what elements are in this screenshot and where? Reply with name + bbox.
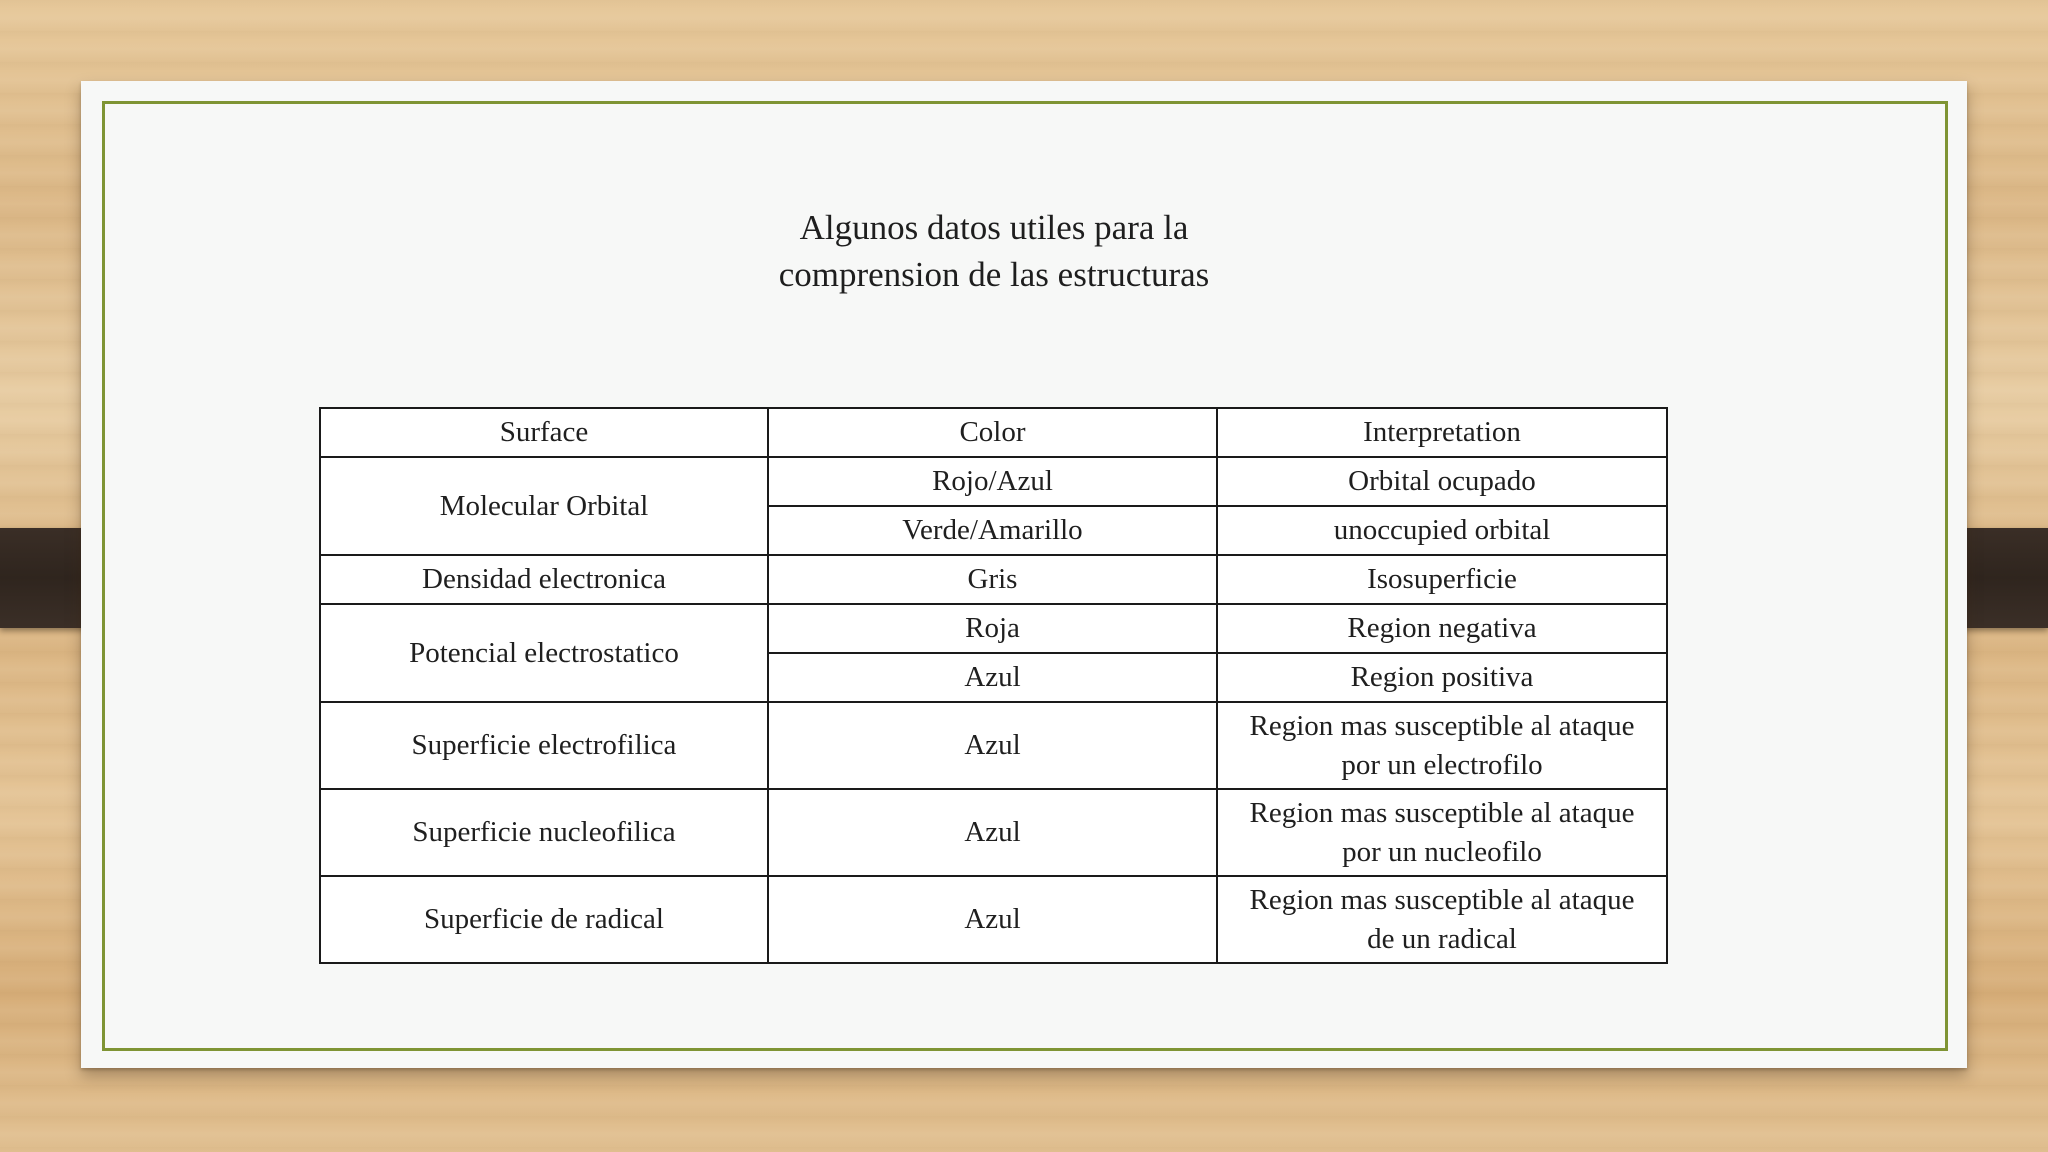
slide-title-line-2: comprension de las estructuras [778,255,1210,294]
surface-cell: Superficie nucleofilica [320,789,768,876]
interpretation-cell: Isosuperficie [1217,555,1667,604]
interpretation-cell [1217,789,1667,876]
table-row [320,702,1667,789]
interpretation-cell [1217,876,1667,963]
interpretation-cell: Region negativa [1217,604,1667,653]
table-row [320,876,1667,963]
color-cell: Azul [768,702,1217,789]
table-row [320,789,1667,876]
table-row [320,457,1667,506]
header-interpretation: Interpretation [1217,408,1667,457]
color-cell: Azul [768,653,1217,702]
color-cell: Azul [768,789,1217,876]
table-row [320,555,1667,604]
interpretation-line: Region mas susceptible al ataque [1249,883,1635,916]
interpretation-line: Region mas susceptible al ataque [1249,796,1635,829]
table-row [320,604,1667,653]
interpretation-line: Region mas susceptible al ataque [1249,709,1635,742]
table-header-row [320,408,1667,457]
interpretation-cell: Orbital ocupado [1217,457,1667,506]
interpretation-line: por un nucleofilo [1342,835,1542,868]
surface-color-table [319,407,1668,964]
surface-cell: Potencial electrostatico [320,604,768,702]
color-cell: Roja [768,604,1217,653]
color-cell: Gris [768,555,1217,604]
header-color: Color [768,408,1217,457]
interpretation-cell: Region positiva [1217,653,1667,702]
surface-cell: Densidad electronica [320,555,768,604]
surface-cell: Molecular Orbital [320,457,768,555]
interpretation-line: por un electrofilo [1341,748,1543,781]
slide-title [640,204,1348,298]
interpretation-cell: unoccupied orbital [1217,506,1667,555]
interpretation-cell [1217,702,1667,789]
color-cell: Rojo/Azul [768,457,1217,506]
header-surface: Surface [320,408,768,457]
color-cell: Verde/Amarillo [768,506,1217,555]
color-cell: Azul [768,876,1217,963]
slide-title-line-1: Algunos datos utiles para la [799,208,1189,247]
interpretation-line: de un radical [1367,922,1517,955]
surface-cell: Superficie electrofilica [320,702,768,789]
surface-cell: Superficie de radical [320,876,768,963]
